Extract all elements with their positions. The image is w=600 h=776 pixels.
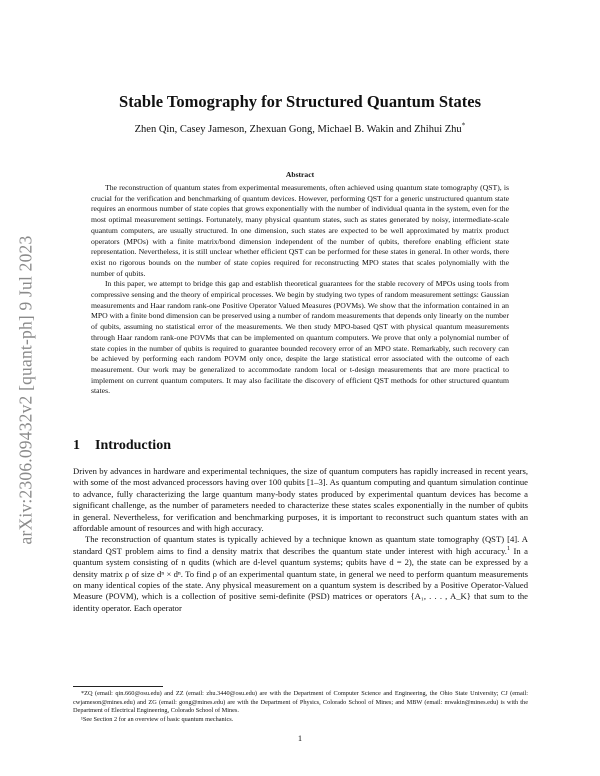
section-title: Introduction [95, 438, 171, 453]
abstract [91, 183, 509, 397]
section-heading [73, 438, 171, 454]
abstract-paragraph: In this paper, we attempt to bridge this gap and establish theoretical guarantees for the stable recovery of MPOs using tools from compressive sensing and the theory of empirical processes. We begin by studying two types of random measurement settings: Gaussian measurements and Haar random rank-one Positive Operator Valued Measures (POVMs). We show that the information contained in an MPO with a finite bond dimension can be preserved using a number of random measurements that depends only linearly on the number of qubits, assuming no statistical error of the measurements. We then study MPO-based QST with physical quantum measurements through Haar random rank-one POVMs that can be implemented on quantum computers. We prove that only a polynomial number of state copies in the number of qubits is required to guarantee bounded recovery error of an MPO state. Remarkably, such recovery can be achieved by performing each random POVM only once, despite the large statistical error associated with the outcome of each measurement. Our work may be generalized to accommodate random local or t-design measurements that are more practical to implement on current quantum computers. It may also facilitate the discovery of efficient QST methods for other structured quantum states. [91, 279, 509, 396]
body-text-span: In a quantum system consisting of n qudits (which are d-level quantum systems; qubits have d = 2), the state can be expressed by a density matrix ρ of size dⁿ × dⁿ. To find ρ of an experimental quantum state, in general we need to perform quantum measurements on many identical copies of the state. Any physical measurement on a quantum system is described by a Positive Operator-Valued Measure (POVM), which is a collection of positive semi-definite (PSD) matrices or operators {A₁, . . . , A_K} that sum to the identity operator. Each operator [73, 545, 528, 613]
footnote-rule [73, 686, 163, 687]
footnote-mark: 1 [506, 545, 510, 552]
paper-title: Stable Tomography for Structured Quantum States [119, 92, 481, 111]
author-footnote-mark: * [461, 120, 466, 130]
arxiv-id: arXiv:2306.09432v2 [quant-ph] 9 Jul 2023 [15, 235, 36, 545]
body-text [73, 466, 528, 614]
page-number: 1 [297, 733, 303, 743]
author-names: Zhen Qin, Casey Jameson, Zhexuan Gong, Michael B. Wakin and Zhihui Zhu [134, 124, 462, 135]
body-paragraph: Driven by advances in hardware and experimental techniques, the size of quantum computers has rapidly increased in recent years, with some of the most advanced processors having over 100 qubits [1–3]. As quantum computing and quantum simulation continue to advance, fully characterizing the large quantum many-body states produced by experimental quantum devices has become a significant challenge, as the number of parameters needed to characterize these states scales exponentially in the number of qubits in general. Nevertheless, for verification and benchmarking purposes, it is important to reconstruct such quantum states with an affordable amount of resources and with high accuracy. [73, 466, 528, 534]
footnote: ¹See Section 2 for an overview of basic quantum mechanics. [81, 715, 234, 723]
body-paragraph [73, 534, 528, 614]
footnote: *ZQ (email: qin.660@osu.edu) and ZZ (email: zhu.3440@osu.edu) are with the Department of Computer Science and Engineering, the Ohio State University; CJ (email: cwjameson@mines.edu) and ZG (email: gong@mines.edu) are with the Department of Physics, Colorado School of Mines; and MBW (email: mwakin@mines.edu) is with the Department of Electrical Engineering, Colorado School of Mines. [73, 690, 528, 714]
footnotes [73, 690, 528, 724]
body-text-span: The reconstruction of quantum states is typically achieved by a technique known as quantum state tomography (QST) [4]. A standard QST problem aims to find a density matrix that describes the quantum state under interest with high accuracy. [73, 534, 528, 556]
author-list [0, 120, 600, 135]
abstract-paragraph: The reconstruction of quantum states from experimental measurements, often achieved using quantum state tomography (QST), is crucial for the verification and benchmarking of quantum devices. However, performing QST for a generic unstructured quantum state requires an enormous number of state copies that grows exponentially with the number of individual quanta in the system, even for the most optimal measurement settings. Fortunately, many physical quantum states, such as states generated by noisy, intermediate-scale quantum computers, are usually structured. In one dimension, such states are expected to be well approximated by matrix product operators (MPOs) with a finite matrix/bond dimension independent of the number of qubits, therefore enabling efficient state representation. Nevertheless, it is still unclear whether efficient QST can be performed for these states in general. In other words, there exist no rigorous bounds on the number of state copies required for reconstructing MPO states that scales polynomially with the number of qubits. [91, 183, 509, 278]
arxiv-stamp [14, 210, 38, 570]
abstract-heading: Abstract [285, 170, 315, 179]
section-number: 1 [73, 438, 80, 453]
